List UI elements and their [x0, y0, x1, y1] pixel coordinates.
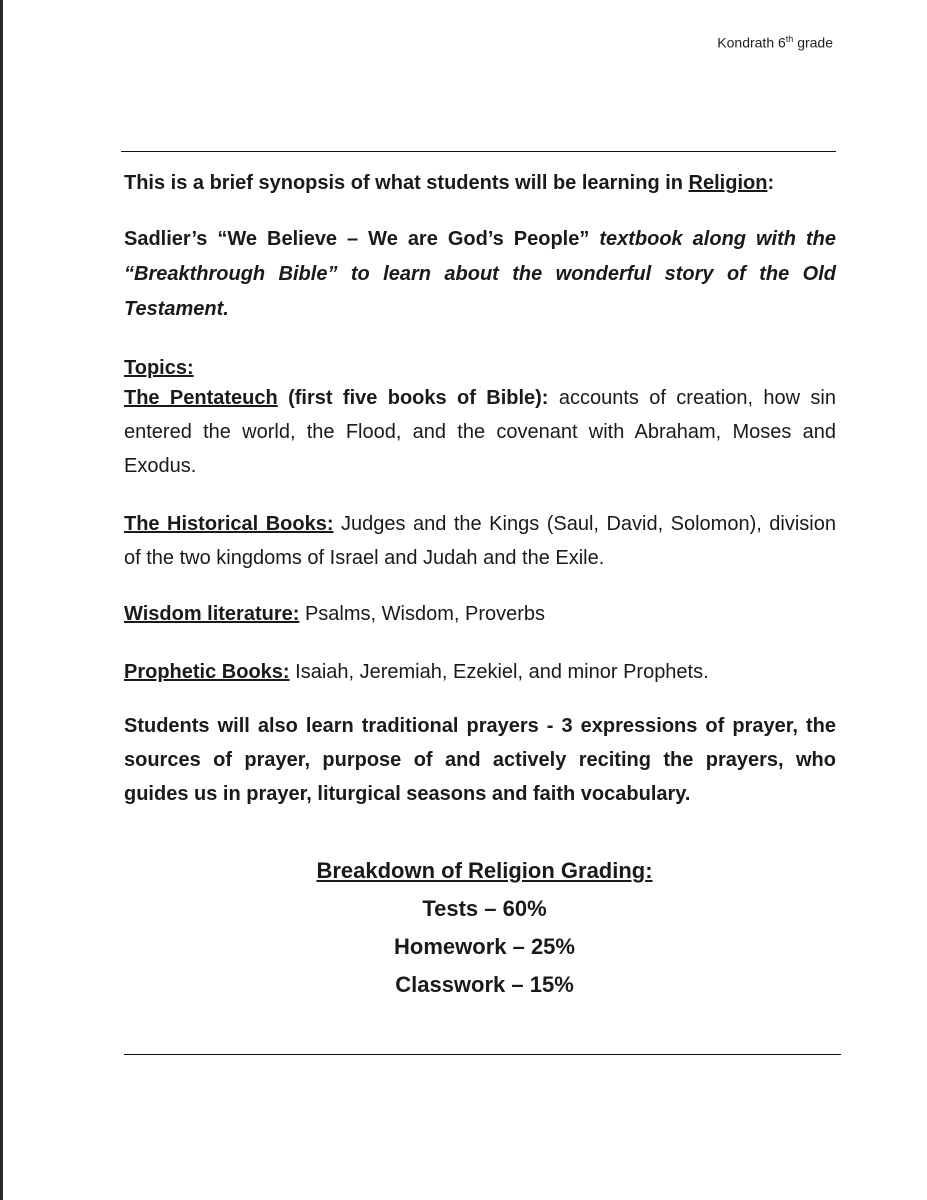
- topic-desc: Psalms, Wisdom, Proverbs: [299, 603, 546, 625]
- topic-label: The Pentateuch: [124, 387, 278, 409]
- intro-subject: Religion: [688, 172, 768, 194]
- textbook-lead: Sadlier’s “We Believe – We are God’s People”: [124, 228, 590, 250]
- topic-prophetic-books: [124, 655, 836, 689]
- topic-desc: accounts of creation, how sin entered the world, the Flood, and the covenant with Abraham, Moses and Exodus.: [124, 387, 836, 477]
- grade-ordinal: th: [785, 34, 794, 44]
- grading-title: [42, 852, 927, 890]
- intro-line: [124, 168, 836, 198]
- textbook-paragraph: [124, 222, 836, 327]
- topic-label-tail: (first five books of Bible):: [277, 387, 549, 409]
- topic-desc: Judges and the Kings (Saul, David, Solomon), division of the two kingdoms of Israel and Judah and the Exile.: [124, 513, 836, 569]
- grading-title-text: Breakdown of Religion Grading: [316, 858, 646, 883]
- grading-homework: Homework – 25%: [394, 934, 575, 959]
- topic-label: Prophetic Books:: [124, 661, 290, 683]
- bottom-divider: [124, 1054, 841, 1055]
- topic-pentateuch: [124, 381, 836, 483]
- topic-label: The Historical Books:: [124, 513, 334, 535]
- topic-label: Wisdom literature:: [124, 603, 300, 625]
- scan-edge: [0, 0, 3, 1200]
- grading-tests: Tests – 60%: [422, 896, 547, 921]
- intro-colon: :: [767, 172, 775, 194]
- header-teacher-grade: [717, 34, 833, 51]
- document-body: [124, 168, 836, 811]
- prayers-paragraph: Students will also learn traditional prayers - 3 expressions of prayer, the sources of prayer, purpose of and actively reciting the prayers, who guides us in prayer, liturgical seasons and faith vocabulary.: [124, 715, 836, 805]
- topics-heading: Topics:: [124, 357, 194, 379]
- intro-text: This is a brief synopsis of what students will be learning in: [124, 172, 689, 194]
- grading-classwork: Classwork – 15%: [395, 972, 574, 997]
- topic-wisdom-literature: [124, 597, 836, 631]
- grading-breakdown: [0, 852, 927, 1004]
- textbook-rest: textbook along with the “Breakthrough Bible” to learn about the wonderful story of the Old Testament.: [124, 228, 836, 320]
- grading-title-colon: :: [645, 858, 653, 883]
- topic-historical-books: [124, 507, 836, 575]
- grade-word: grade: [797, 34, 833, 51]
- topic-desc: Isaiah, Jeremiah, Ezekiel, and minor Prophets.: [289, 661, 709, 683]
- top-divider: [121, 151, 836, 152]
- teacher-name: Kondrath 6: [717, 34, 786, 51]
